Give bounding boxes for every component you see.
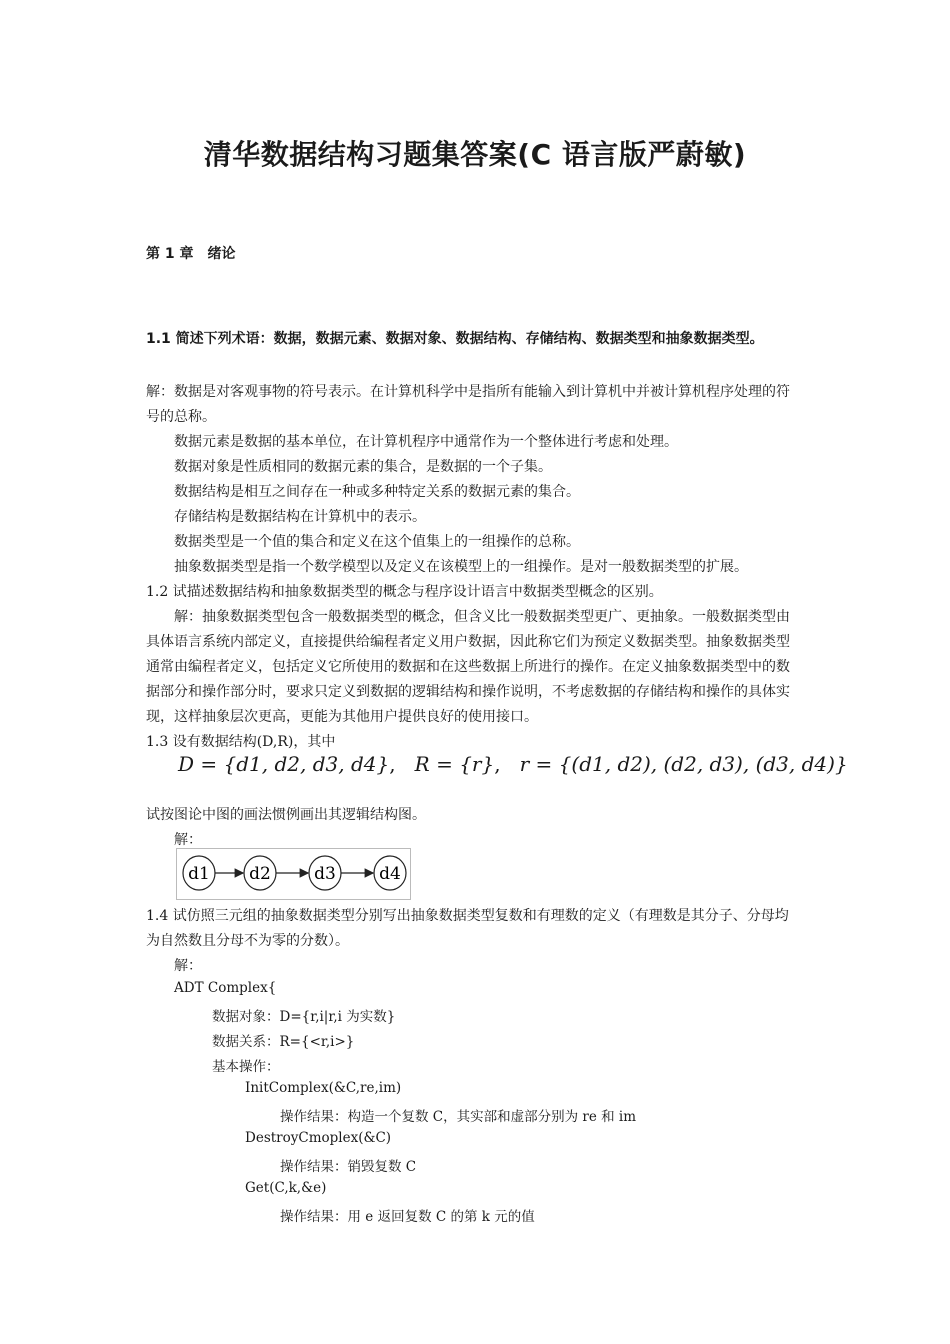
answer-1-1-item: 数据类型是一个值的集合和定义在这个值集上的一组操作的总称。 <box>174 534 580 550</box>
node-label: d4 <box>379 864 401 884</box>
node-label: d2 <box>249 864 271 884</box>
answer-1-2-line: 据部分和操作部分时，要求只定义到数据的逻辑结构和操作说明，不考虑数据的存储结构和操作的具体实 <box>146 684 790 700</box>
formula-r-relation: r = {(d1, d2), (d2, d3), (d3, d4)} <box>519 752 848 776</box>
question-1-1: 1.1 简述下列术语：数据，数据元素、数据对象、数据结构、存储结构、数据类型和抽象数据类型。 <box>146 331 764 347</box>
question-1-4-line-2: 为自然数且分母不为零的分数）。 <box>146 933 349 949</box>
graph-node-d2 <box>244 856 276 890</box>
document-title: 清华数据结构习题集答案(C 语言版严蔚敏) <box>203 138 747 171</box>
question-1-2: 1.2 试描述数据结构和抽象数据类型的概念与程序设计语言中数据类型概念的区别。 <box>146 584 663 600</box>
code-line: 操作结果：构造一个复数 C，其实部和虚部分别为 re 和 im <box>280 1109 637 1125</box>
answer-1-2-line: 通常由编程者定义，包括定义它所使用的数据和在这些数据上所进行的操作。在定义抽象数据类型中的数 <box>146 659 790 675</box>
formula-r-set: R = {r} <box>414 752 495 776</box>
chapter-heading: 第 1 章 绪论 <box>146 246 236 262</box>
answer-1-1-item: 存储结构是数据结构在计算机中的表示。 <box>174 509 426 525</box>
answer-1-1-item: 数据对象是性质相同的数据元素的集合，是数据的一个子集。 <box>174 459 552 475</box>
answer-1-1-item: 抽象数据类型是指一个数学模型以及定义在该模型上的一组操作。是对一般数据类型的扩展。 <box>174 559 748 575</box>
answer-1-2-line: 具体语言系统内部定义，直接提供给编程者定义用户数据，因此称它们为预定义数据类型。抽象数据类型 <box>146 634 790 650</box>
code-line: 基本操作： <box>212 1059 280 1075</box>
answer-1-3-label: 解： <box>174 832 202 848</box>
graph-node-d1 <box>183 856 215 890</box>
formula-d: D = {d1, d2, d3, d4} <box>178 752 390 776</box>
code-line: DestroyCmoplex(&C) <box>245 1130 392 1146</box>
answer-1-1-line-2: 号的总称。 <box>146 409 216 425</box>
answer-1-4-label: 解： <box>174 958 202 974</box>
question-1-3-instruction: 试按图论中图的画法惯例画出其逻辑结构图。 <box>146 807 426 823</box>
answer-1-2-line: 解：抽象数据类型包含一般数据类型的概念，但含义比一般数据类型更广、更抽象。一般数据类型由 <box>174 609 790 625</box>
graph-node-d3 <box>309 856 341 890</box>
formula-set-definitions: D = {d1, d2, d3, d4}, R = {r}, r = {(d1, d2), (d2, d3), (d3, d4)} <box>178 752 848 776</box>
graph-node-d4 <box>374 856 406 890</box>
question-1-4-line-1: 1.4 试仿照三元组的抽象数据类型分别写出抽象数据类型复数和有理数的定义（有理数是其分子、分母均 <box>146 908 789 924</box>
code-line: InitComplex(&C,re,im) <box>245 1080 402 1096</box>
code-line: 操作结果：用 e 返回复数 C 的第 k 元的值 <box>280 1209 535 1225</box>
code-line: 操作结果：销毁复数 C <box>280 1159 417 1175</box>
answer-1-1-item: 数据元素是数据的基本单位，在计算机程序中通常作为一个整体进行考虑和处理。 <box>174 434 678 450</box>
question-1-3: 1.3 设有数据结构(D,R)，其中 <box>146 734 336 750</box>
graph-svg <box>177 849 410 899</box>
answer-1-2-line: 现，这样抽象层次更高，更能为其他用户提供良好的使用接口。 <box>146 709 538 725</box>
code-line: Get(C,k,&e) <box>245 1180 327 1196</box>
code-line: 数据对象：D={r,i|r,i 为实数} <box>212 1009 396 1025</box>
code-line: ADT Complex{ <box>174 980 277 996</box>
node-label: d3 <box>314 864 336 884</box>
logical-structure-diagram <box>176 848 411 900</box>
node-label: d1 <box>188 864 210 884</box>
code-line: 数据关系：R={<r,i>} <box>212 1034 355 1050</box>
answer-1-1-item: 数据结构是相互之间存在一种或多种特定关系的数据元素的集合。 <box>174 484 580 500</box>
answer-1-1-line-1: 解：数据是对客观事物的符号表示。在计算机科学中是指所有能输入到计算机中并被计算机程序处理的符 <box>146 384 790 400</box>
